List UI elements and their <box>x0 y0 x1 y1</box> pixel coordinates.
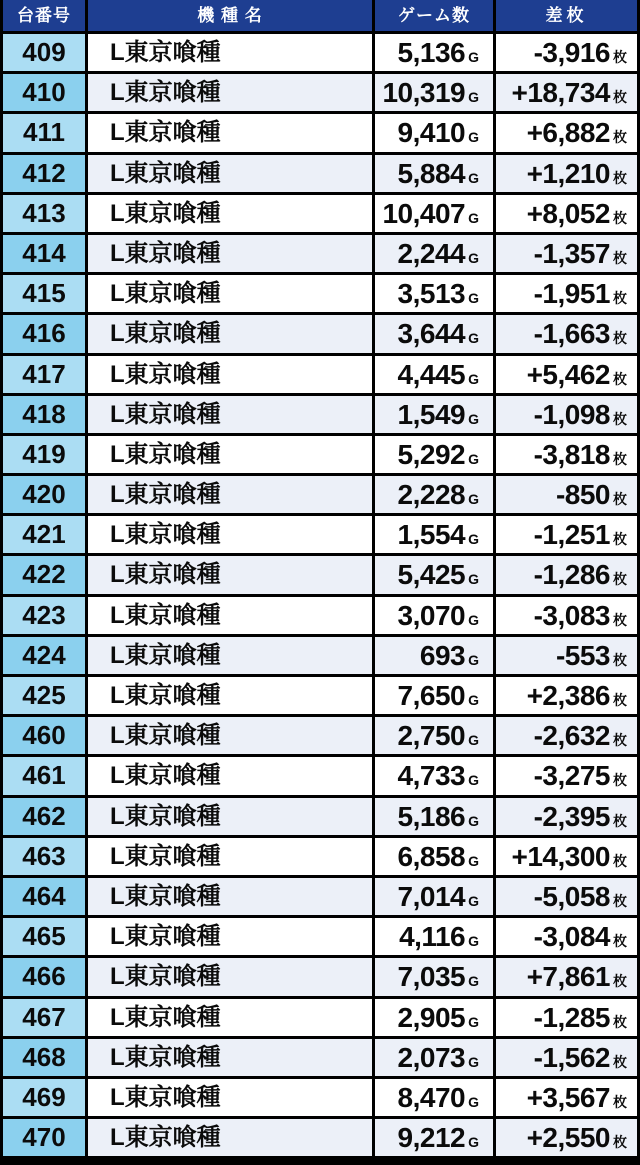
diff-medals-cell <box>496 958 637 995</box>
game-count-unit: G <box>468 491 479 508</box>
diff-medals-value: -553 <box>555 639 610 671</box>
diff-medals-unit: 枚 <box>613 812 627 829</box>
game-count-unit: G <box>468 772 479 789</box>
diff-medals-unit: 枚 <box>613 290 627 307</box>
game-count-cell <box>375 516 493 553</box>
diff-medals-value: -5,058 <box>533 880 610 912</box>
diff-medals-unit: 枚 <box>613 410 627 427</box>
header-cell-diff-medals: 差枚 <box>496 0 637 31</box>
game-count-cell <box>375 235 493 272</box>
game-count-value: 2,073 <box>397 1041 466 1073</box>
diff-medals-unit: 枚 <box>613 531 627 548</box>
machine-name-cell: L東京喰種 <box>88 798 372 835</box>
machine-name-cell: L東京喰種 <box>88 838 372 875</box>
game-count-value: 7,650 <box>397 680 466 711</box>
table-row <box>3 637 637 674</box>
machine-name-cell: L東京喰種 <box>88 637 372 674</box>
game-count-value: 7,014 <box>397 880 466 912</box>
diff-medals-value: +2,386 <box>526 680 610 711</box>
machine-no-cell: 416 <box>3 315 85 352</box>
game-count-unit: G <box>468 812 479 829</box>
header-cell-machine-name: 機 種 名 <box>88 0 372 31</box>
table-row <box>3 476 637 513</box>
diff-medals-cell <box>496 114 637 151</box>
game-count-unit: G <box>468 450 479 467</box>
machine-name-cell: L東京喰種 <box>88 476 372 513</box>
game-count-value: 3,513 <box>397 278 466 310</box>
machine-name-cell: L東京喰種 <box>88 275 372 312</box>
diff-medals-unit: 枚 <box>613 973 627 990</box>
diff-medals-cell <box>496 918 637 955</box>
diff-medals-unit: 枚 <box>613 129 627 146</box>
diff-medals-unit: 枚 <box>613 692 627 708</box>
diff-medals-cell <box>496 315 637 352</box>
table-row <box>3 34 637 71</box>
diff-medals-cell <box>496 999 637 1036</box>
diff-medals-cell <box>496 516 637 553</box>
table-row <box>3 436 637 473</box>
diff-medals-value: -850 <box>555 479 610 511</box>
table-row <box>3 74 637 111</box>
diff-medals-value: -1,286 <box>533 559 610 591</box>
machine-name-cell: L東京喰種 <box>88 757 372 794</box>
diff-medals-cell <box>496 1039 637 1076</box>
table-row <box>3 878 637 915</box>
diff-medals-value: -2,632 <box>533 720 610 752</box>
table-row <box>3 114 637 151</box>
table-row <box>3 958 637 995</box>
game-count-value: 2,905 <box>397 1001 466 1033</box>
game-count-value: 3,644 <box>397 318 466 350</box>
machine-name-cell: L東京喰種 <box>88 396 372 433</box>
diff-medals-unit: 枚 <box>613 370 627 387</box>
machine-name-cell: L東京喰種 <box>88 677 372 714</box>
game-count-unit: G <box>468 209 479 226</box>
diff-medals-value: -1,357 <box>533 237 610 269</box>
game-count-value: 3,070 <box>397 599 466 631</box>
diff-medals-unit: 枚 <box>613 732 627 749</box>
game-count-cell <box>375 155 493 192</box>
header-cell-machine-no: 台番号 <box>3 0 85 31</box>
game-count-value: 5,884 <box>397 157 466 189</box>
machine-no-cell: 466 <box>3 958 85 995</box>
game-count-cell <box>375 958 493 995</box>
diff-medals-value: +3,567 <box>526 1081 610 1113</box>
game-count-cell <box>375 356 493 393</box>
table-row <box>3 195 637 232</box>
machine-name-cell: L東京喰種 <box>88 235 372 272</box>
diff-medals-cell <box>496 235 637 272</box>
game-count-value: 2,228 <box>397 479 466 511</box>
diff-medals-cell <box>496 677 637 714</box>
game-count-cell <box>375 1119 493 1156</box>
game-count-cell <box>375 717 493 754</box>
game-count-cell <box>375 436 493 473</box>
machine-name-cell: L東京喰種 <box>88 195 372 232</box>
game-count-unit: G <box>468 892 479 909</box>
table-row <box>3 356 637 393</box>
game-count-cell <box>375 114 493 151</box>
game-count-unit: G <box>468 651 479 668</box>
machine-no-cell: 421 <box>3 516 85 553</box>
machine-name-cell: L東京喰種 <box>88 436 372 473</box>
game-count-value: 4,116 <box>399 921 466 953</box>
machine-name-cell: L東京喰種 <box>88 516 372 553</box>
diff-medals-cell <box>496 275 637 312</box>
diff-medals-cell <box>496 195 637 232</box>
game-count-unit: G <box>468 933 479 950</box>
diff-medals-unit: 枚 <box>613 89 627 106</box>
machine-no-cell: 424 <box>3 637 85 674</box>
table-row <box>3 717 637 754</box>
game-count-value: 693 <box>419 639 466 671</box>
game-count-value: 5,136 <box>397 37 466 68</box>
machine-no-cell: 467 <box>3 999 85 1036</box>
table-row <box>3 597 637 634</box>
machine-name-cell: L東京喰種 <box>88 1079 372 1116</box>
machine-no-cell: 470 <box>3 1119 85 1156</box>
diff-medals-value: +6,882 <box>526 117 610 149</box>
machine-no-cell: 417 <box>3 356 85 393</box>
table-row <box>3 396 637 433</box>
machine-no-cell: 413 <box>3 195 85 232</box>
game-count-unit: G <box>468 49 479 65</box>
machine-name-cell: L東京喰種 <box>88 717 372 754</box>
machine-no-cell: 462 <box>3 798 85 835</box>
machine-name-cell: L東京喰種 <box>88 556 372 593</box>
machine-name-cell: L東京喰種 <box>88 74 372 111</box>
diff-medals-unit: 枚 <box>613 611 627 628</box>
diff-medals-cell <box>496 556 637 593</box>
table-row <box>3 838 637 875</box>
game-count-value: 1,554 <box>397 519 466 551</box>
machine-no-cell: 418 <box>3 396 85 433</box>
game-count-cell <box>375 34 493 71</box>
diff-medals-unit: 枚 <box>613 249 627 266</box>
game-count-unit: G <box>468 129 479 146</box>
diff-medals-cell <box>496 878 637 915</box>
machine-name-cell: L東京喰種 <box>88 114 372 151</box>
game-count-cell <box>375 476 493 513</box>
diff-medals-value: +7,861 <box>526 961 610 993</box>
diff-medals-value: -1,951 <box>533 278 610 310</box>
diff-medals-unit: 枚 <box>613 49 627 65</box>
game-count-value: 10,319 <box>382 77 466 109</box>
machine-name-cell: L東京喰種 <box>88 878 372 915</box>
diff-medals-unit: 枚 <box>613 892 627 909</box>
game-count-value: 9,410 <box>397 117 466 149</box>
table-row <box>3 1119 637 1156</box>
machine-name-cell: L東京喰種 <box>88 1039 372 1076</box>
game-count-value: 9,212 <box>397 1122 466 1154</box>
game-count-cell <box>375 74 493 111</box>
game-count-unit: G <box>468 692 479 708</box>
game-count-unit: G <box>468 571 479 588</box>
machine-no-cell: 411 <box>3 114 85 151</box>
game-count-value: 1,549 <box>397 398 466 430</box>
diff-medals-unit: 枚 <box>613 491 627 508</box>
diff-medals-cell <box>496 155 637 192</box>
diff-medals-cell <box>496 838 637 875</box>
game-count-unit: G <box>468 1093 479 1110</box>
machine-name-cell: L東京喰種 <box>88 597 372 634</box>
game-count-value: 8,470 <box>397 1081 466 1113</box>
machine-no-cell: 412 <box>3 155 85 192</box>
machine-no-cell: 420 <box>3 476 85 513</box>
diff-medals-value: +18,734 <box>511 77 610 109</box>
game-count-unit: G <box>468 249 479 266</box>
game-count-cell <box>375 1079 493 1116</box>
diff-medals-unit: 枚 <box>613 571 627 588</box>
game-count-cell <box>375 637 493 674</box>
game-count-unit: G <box>468 169 479 186</box>
machine-no-cell: 460 <box>3 717 85 754</box>
machine-name-cell: L東京喰種 <box>88 918 372 955</box>
diff-medals-value: -3,084 <box>533 921 610 953</box>
game-count-value: 5,425 <box>397 559 466 591</box>
machine-name-cell: L東京喰種 <box>88 315 372 352</box>
diff-medals-value: -1,562 <box>533 1041 610 1073</box>
game-count-cell <box>375 878 493 915</box>
game-count-unit: G <box>468 370 479 387</box>
table-row <box>3 1079 637 1116</box>
table-row <box>3 757 637 794</box>
diff-medals-cell <box>496 34 637 71</box>
diff-medals-cell <box>496 757 637 794</box>
diff-medals-cell <box>496 717 637 754</box>
machine-no-cell: 425 <box>3 677 85 714</box>
game-count-cell <box>375 999 493 1036</box>
machine-no-cell: 464 <box>3 878 85 915</box>
game-count-value: 6,858 <box>397 840 466 872</box>
diff-medals-cell <box>496 476 637 513</box>
diff-medals-unit: 枚 <box>613 209 627 226</box>
machine-no-cell: 410 <box>3 74 85 111</box>
machine-no-cell: 414 <box>3 235 85 272</box>
machine-name-cell: L東京喰種 <box>88 1119 372 1156</box>
diff-medals-value: -1,663 <box>533 318 610 350</box>
machine-no-cell: 409 <box>3 34 85 71</box>
machine-no-cell: 419 <box>3 436 85 473</box>
diff-medals-value: -3,818 <box>533 438 610 470</box>
game-count-unit: G <box>468 1053 479 1070</box>
table-header-row <box>3 0 637 31</box>
diff-medals-value: -1,251 <box>533 519 610 551</box>
machine-name-cell: L東京喰種 <box>88 999 372 1036</box>
diff-medals-cell <box>496 396 637 433</box>
header-cell-game-count: ゲーム数 <box>375 0 493 31</box>
machine-no-cell: 468 <box>3 1039 85 1076</box>
machine-no-cell: 463 <box>3 838 85 875</box>
diff-medals-value: -3,275 <box>533 760 610 792</box>
game-count-value: 2,244 <box>397 237 466 269</box>
machine-name-cell: L東京喰種 <box>88 356 372 393</box>
diff-medals-value: +2,550 <box>526 1122 610 1154</box>
diff-medals-value: +1,210 <box>526 157 610 189</box>
diff-medals-unit: 枚 <box>613 450 627 467</box>
game-count-value: 4,445 <box>397 358 466 390</box>
table-row <box>3 155 637 192</box>
machine-no-cell: 423 <box>3 597 85 634</box>
diff-medals-unit: 枚 <box>613 1013 627 1030</box>
game-count-value: 10,407 <box>382 197 466 229</box>
game-count-unit: G <box>468 531 479 548</box>
machine-no-cell: 465 <box>3 918 85 955</box>
table-row <box>3 999 637 1036</box>
machine-name-cell: L東京喰種 <box>88 958 372 995</box>
table-row <box>3 235 637 272</box>
table-row <box>3 798 637 835</box>
diff-medals-unit: 枚 <box>613 772 627 789</box>
table-row <box>3 275 637 312</box>
diff-medals-cell <box>496 356 637 393</box>
diff-medals-unit: 枚 <box>613 933 627 950</box>
game-count-value: 7,035 <box>397 961 466 993</box>
game-count-cell <box>375 396 493 433</box>
table-row <box>3 1039 637 1076</box>
diff-medals-value: -1,098 <box>533 398 610 430</box>
game-count-unit: G <box>468 611 479 628</box>
diff-medals-value: -2,395 <box>533 800 610 832</box>
diff-medals-cell <box>496 637 637 674</box>
game-count-unit: G <box>468 1013 479 1030</box>
diff-medals-cell <box>496 436 637 473</box>
game-count-unit: G <box>468 410 479 427</box>
game-count-cell <box>375 315 493 352</box>
game-count-unit: G <box>468 973 479 990</box>
diff-medals-value: +5,462 <box>526 358 610 390</box>
diff-medals-value: +14,300 <box>511 840 610 872</box>
diff-medals-unit: 枚 <box>613 330 627 347</box>
game-count-cell <box>375 556 493 593</box>
game-count-cell <box>375 918 493 955</box>
diff-medals-unit: 枚 <box>613 651 627 668</box>
diff-medals-value: -3,916 <box>533 37 610 68</box>
game-count-unit: G <box>468 1134 479 1151</box>
table-row <box>3 556 637 593</box>
diff-medals-value: -1,285 <box>533 1001 610 1033</box>
table-row <box>3 315 637 352</box>
machine-no-cell: 469 <box>3 1079 85 1116</box>
game-count-value: 5,186 <box>397 800 466 832</box>
diff-medals-unit: 枚 <box>613 169 627 186</box>
game-count-unit: G <box>468 330 479 347</box>
game-count-cell <box>375 677 493 714</box>
game-count-cell <box>375 275 493 312</box>
game-count-value: 4,733 <box>397 760 466 792</box>
game-count-cell <box>375 838 493 875</box>
diff-medals-unit: 枚 <box>613 1134 627 1151</box>
diff-medals-cell <box>496 798 637 835</box>
table-row <box>3 918 637 955</box>
game-count-unit: G <box>468 290 479 307</box>
diff-medals-cell <box>496 1079 637 1116</box>
game-count-cell <box>375 597 493 634</box>
diff-medals-cell <box>496 597 637 634</box>
diff-medals-value: -3,083 <box>533 599 610 631</box>
machine-name-cell: L東京喰種 <box>88 34 372 71</box>
diff-medals-unit: 枚 <box>613 1093 627 1110</box>
diff-medals-unit: 枚 <box>613 1053 627 1070</box>
machine-name-cell: L東京喰種 <box>88 155 372 192</box>
diff-medals-value: +8,052 <box>526 197 610 229</box>
table-row <box>3 516 637 553</box>
diff-medals-unit: 枚 <box>613 852 627 869</box>
game-count-unit: G <box>468 852 479 869</box>
game-count-cell <box>375 798 493 835</box>
game-count-cell <box>375 195 493 232</box>
game-count-value: 2,750 <box>397 720 466 752</box>
machine-no-cell: 422 <box>3 556 85 593</box>
diff-medals-cell <box>496 74 637 111</box>
machine-no-cell: 415 <box>3 275 85 312</box>
game-count-cell <box>375 1039 493 1076</box>
machine-no-cell: 461 <box>3 757 85 794</box>
table-row <box>3 677 637 714</box>
game-count-unit: G <box>468 89 479 106</box>
game-count-cell <box>375 757 493 794</box>
table-body <box>3 31 637 1156</box>
diff-medals-cell <box>496 1119 637 1156</box>
game-count-unit: G <box>468 732 479 749</box>
game-count-value: 5,292 <box>397 438 466 470</box>
